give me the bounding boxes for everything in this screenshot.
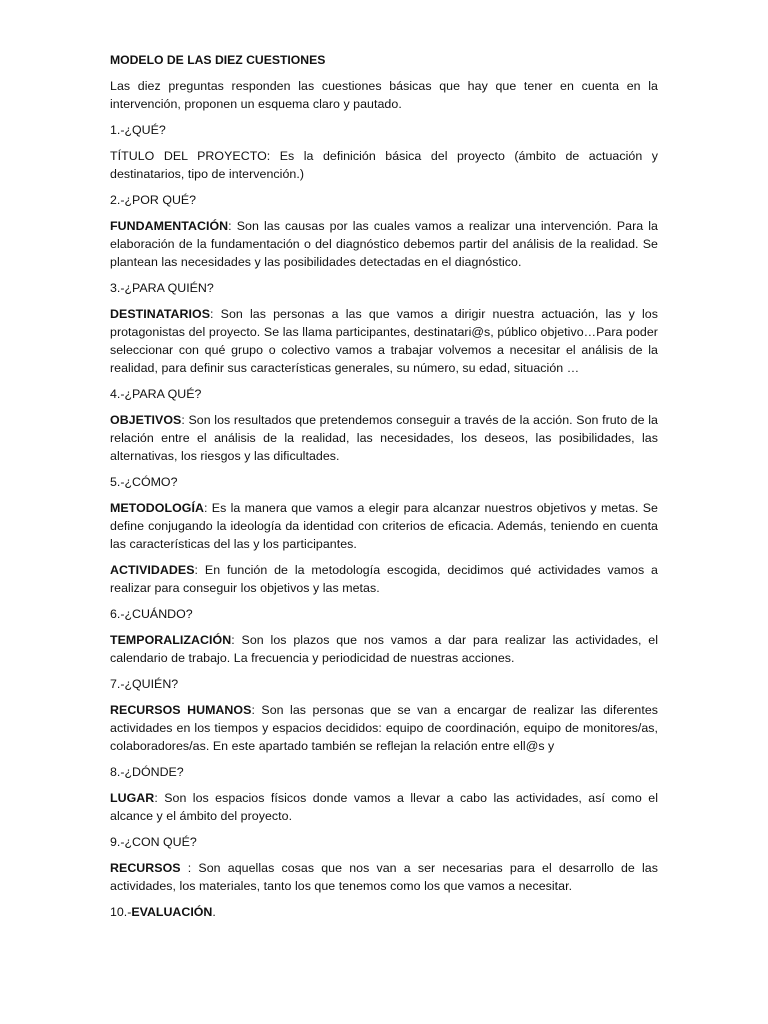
answer-2 [110, 217, 658, 271]
answer-4 [110, 411, 658, 465]
answer-6-body: : Son los plazos que nos vamos a dar para realizar las actividades, el calendario de trabajo. La frecuencia y periodicidad de nuestras acciones. [110, 633, 658, 665]
answer-2-term: FUNDAMENTACIÓN [110, 219, 229, 233]
answer-7 [110, 701, 658, 755]
question-6: 6.-¿CUÁNDO? [110, 607, 193, 621]
answer-9-term: RECURSOS [110, 861, 188, 875]
answer-1-body: DEL PROYECTO: Es la definición básica del proyecto (ámbito de actuación y destinatarios, tipo de intervención.) [110, 149, 658, 181]
answer-3-body: : Son las personas a las que vamos a dirigir nuestra actuación, las y los protagonistas del proyecto. Se las llama participantes, destinatari@s, público objetivo…Para poder seleccionar con qué grupo o colectivo vamos a trabajar volvemos a necesitar el análisis de la realidad, para definir sus características generales, su número, su edad, situación … [110, 307, 658, 375]
answer-2-body: : Son las causas por las cuales vamos a realizar una intervención. Para la elaboración de la fundamentación o del diagnóstico debemos partir del análisis de la realidad. Se plantean las necesidades y las posibilidades detectadas en el diagnóstico. [110, 219, 658, 269]
answer-5-body: : Es la manera que vamos a elegir para alcanzar nuestros objetivos y metas. Se define conjugando la ideología da identidad con criterios de eficacia. Además, teniendo en cuenta las características del las y los participantes. [110, 501, 658, 551]
answer-5-activities-body: : En función de la metodología escogida, decidimos qué actividades vamos a realizar para conseguir los objetivos y las metas. [110, 563, 658, 595]
answer-5 [110, 499, 658, 553]
intro-paragraph: Las diez preguntas responden las cuestiones básicas que hay que tener en cuenta en la intervención, proponen un esquema claro y pautado. [110, 79, 658, 111]
question-7: 7.-¿QUIÉN? [110, 677, 179, 691]
answer-5-term: METODOLOGÍA [110, 501, 204, 515]
answer-7-body: : Son las personas que se van a encargar de realizar las diferentes actividades en los tiempos y espacios decididos: equipo de coordinación, equipo de monitores/as, colaboradores/as. En este apartado también se reflejan la relación entre ell@s y [110, 703, 659, 753]
answer-1 [110, 147, 658, 183]
question-3: 3.-¿PARA QUIÉN? [110, 281, 214, 295]
question-9: 9.-¿CON QUÉ? [110, 835, 197, 849]
question-10-prefix: 10.- [110, 905, 132, 919]
answer-9-body: : Son aquellas cosas que nos van a ser necesarias para el desarrollo de las actividades, los materiales, tanto los que tenemos como los que vamos a necesitar. [110, 861, 658, 893]
answer-7-term: RECURSOS HUMANOS [110, 703, 252, 717]
document-page [110, 51, 658, 929]
answer-3 [110, 305, 658, 377]
question-10-term: EVALUACIÓN [131, 905, 213, 919]
answer-5-activities [110, 561, 658, 597]
question-4: 4.-¿PARA QUÉ? [110, 387, 202, 401]
answer-6 [110, 631, 658, 667]
answer-8-body: : Son los espacios físicos donde vamos a llevar a cabo las actividades, así como el alcance y el ámbito del proyecto. [110, 791, 658, 823]
answer-1-term: TÍTULO [110, 149, 155, 163]
answer-9 [110, 859, 658, 895]
question-8: 8.-¿DÓNDE? [110, 765, 184, 779]
document-title: MODELO DE LAS DIEZ CUESTIONES [110, 53, 326, 67]
question-5: 5.-¿CÓMO? [110, 475, 178, 489]
answer-5-activities-term: ACTIVIDADES [110, 563, 195, 577]
answer-8-term: LUGAR [110, 791, 155, 805]
answer-8 [110, 789, 658, 825]
answer-4-body: : Son los resultados que pretendemos conseguir a través de la acción. Son fruto de la relación entre el análisis de la realidad, las necesidades, los deseos, las posibilidades, las alternativas, los riesgos y las dificultades. [110, 413, 658, 463]
question-1: 1.-¿QUÉ? [110, 123, 166, 137]
question-10-suffix: . [212, 905, 216, 919]
answer-3-term: DESTINATARIOS [110, 307, 211, 321]
question-10 [110, 903, 658, 921]
question-2: 2.-¿POR QUÉ? [110, 193, 197, 207]
answer-6-term: TEMPORALIZACIÓN [110, 633, 232, 647]
answer-4-term: OBJETIVOS [110, 413, 182, 427]
